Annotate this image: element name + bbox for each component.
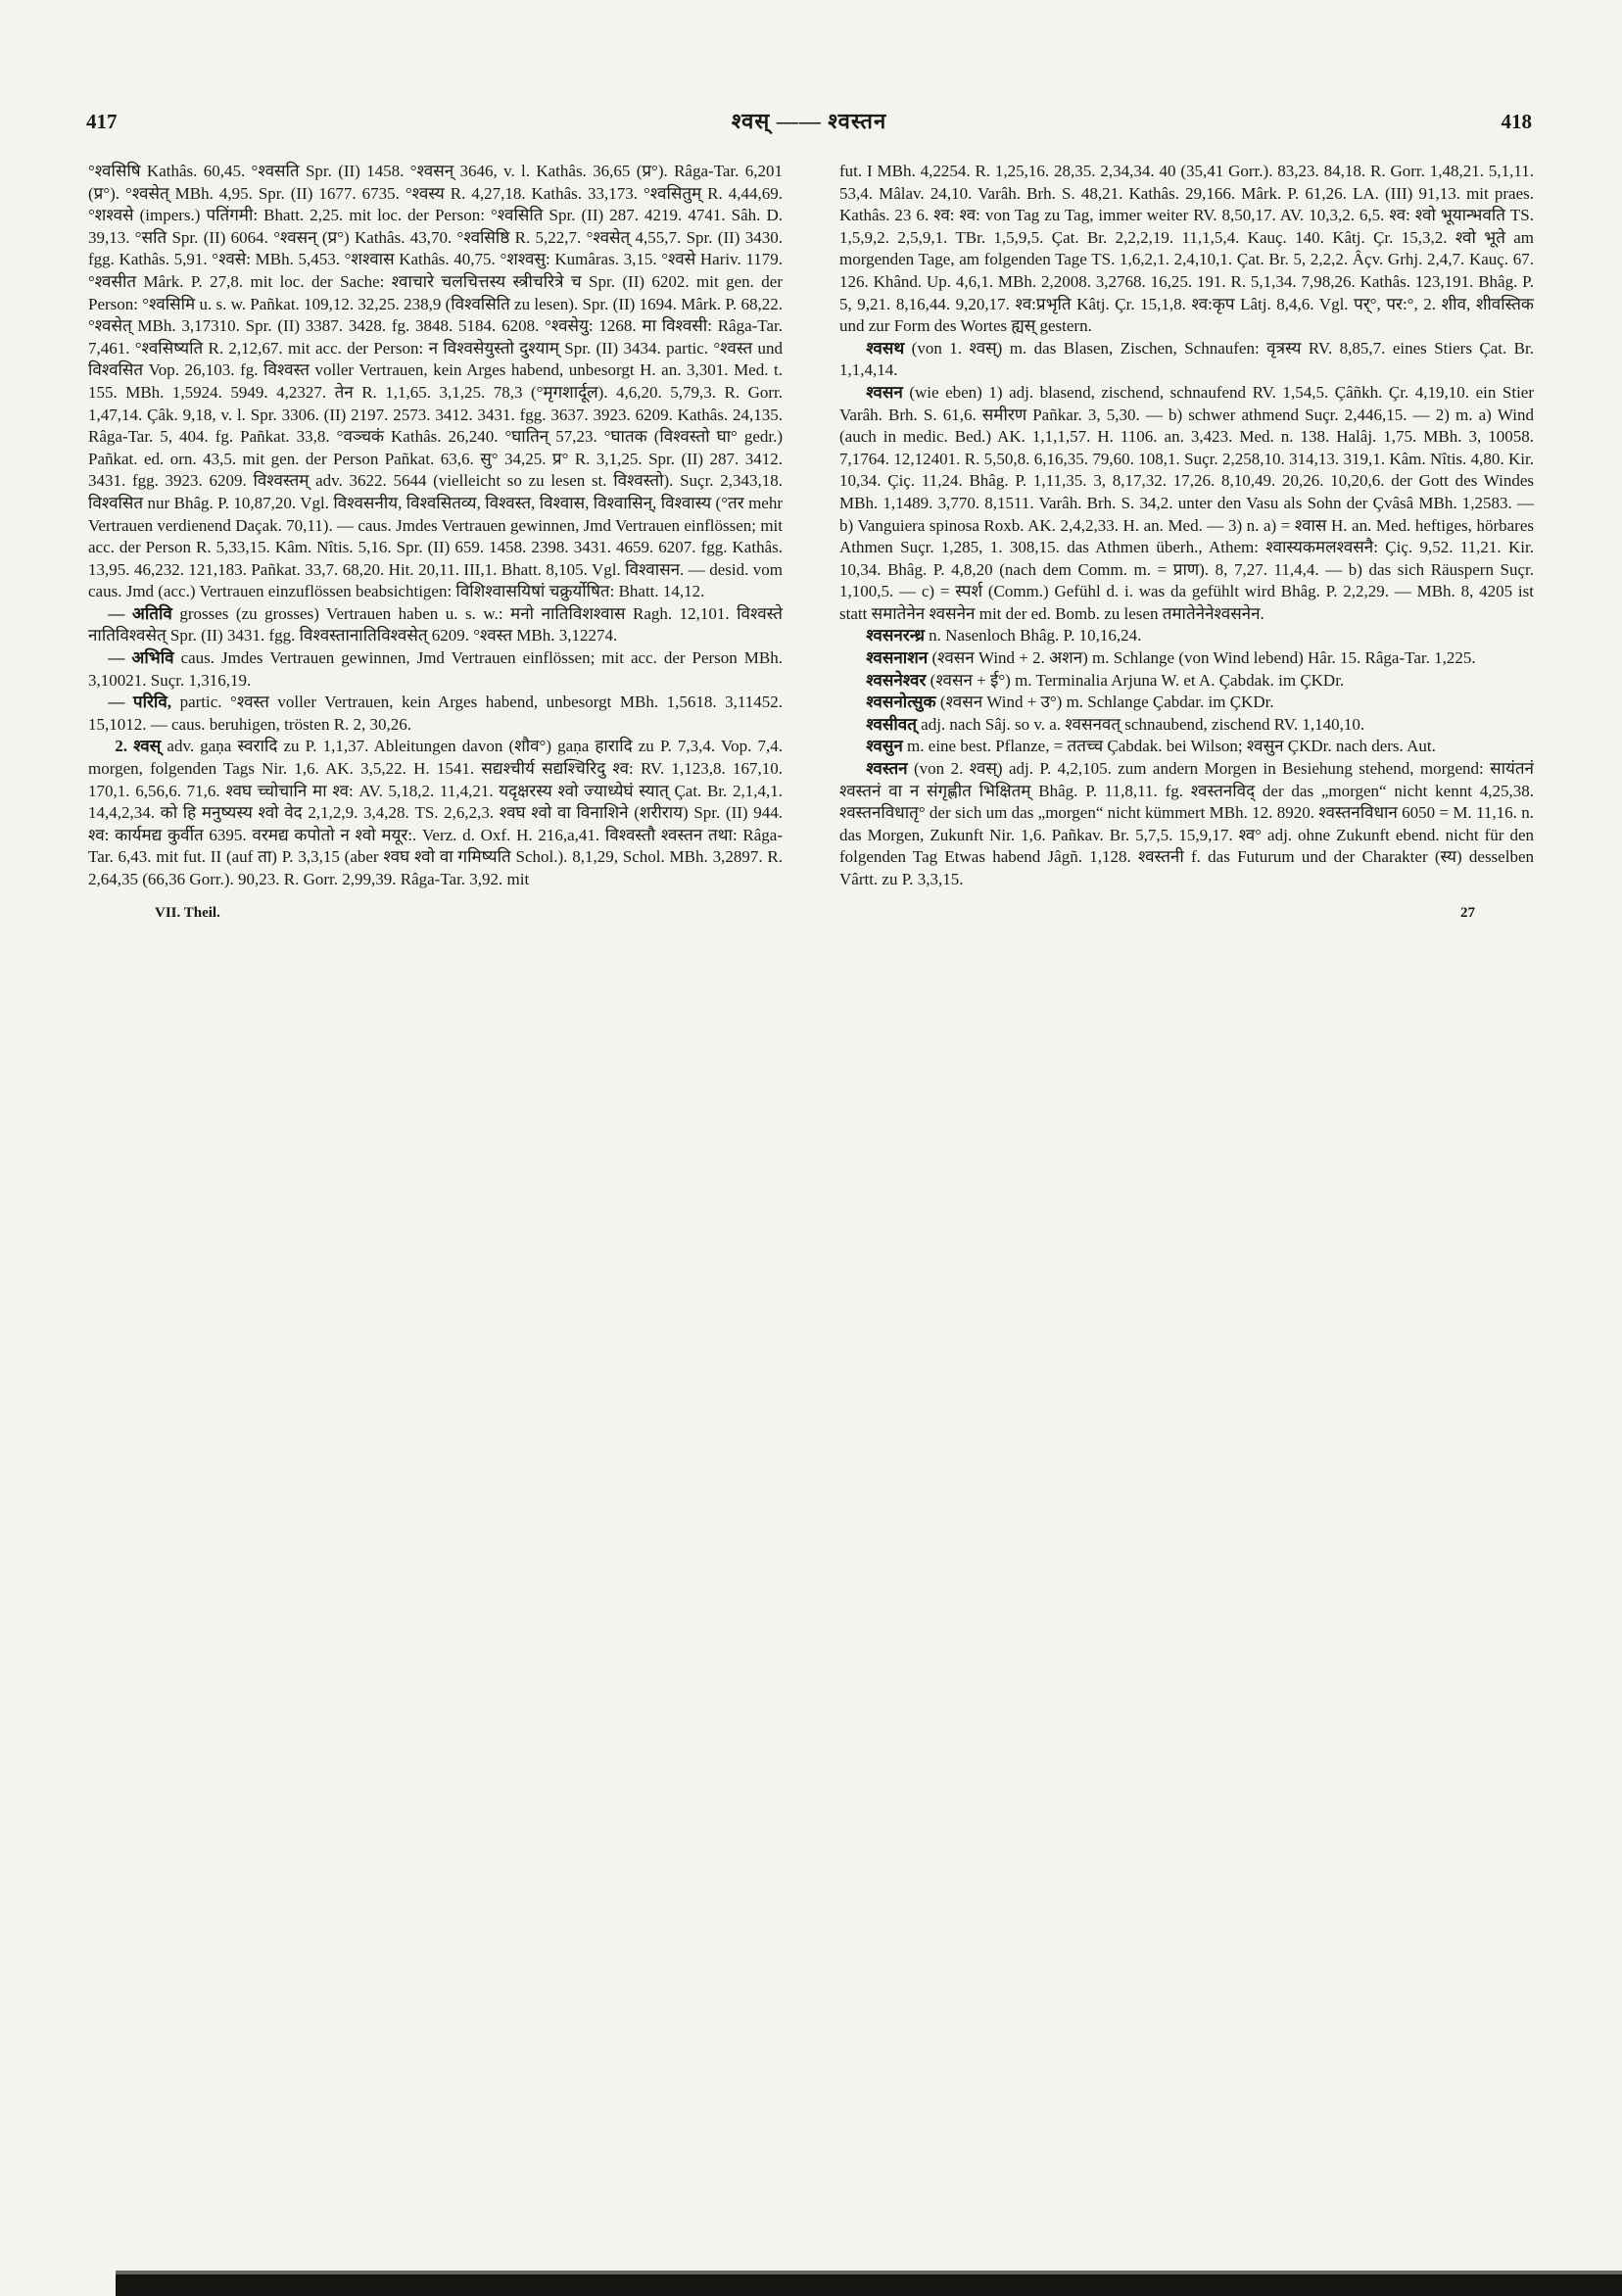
entry-headword: श्वसीवत् — [866, 714, 917, 734]
entry-body: (von 1. श्वस्) m. das Blasen, Zischen, Schnaufen: वृत्रस्य RV. 8,85,7. eines Stiers Çat. Br. 1,1,4,14. — [839, 338, 1534, 380]
entry-headword: श्वस्तन — [866, 759, 908, 779]
dictionary-entry — [839, 338, 1534, 382]
text-columns — [88, 161, 1534, 891]
dictionary-entry — [839, 758, 1534, 891]
sub-entry — [88, 603, 783, 647]
dictionary-entry — [839, 714, 1534, 737]
entry-headword: — परिवि, — [108, 693, 172, 712]
entry-headword: श्वसनरन्ध्र — [866, 626, 925, 646]
entry-body: °श्वसिषि Kathâs. 60,45. °श्वसति Spr. (II) 1458. °श्वसन् 3646, v. l. Kathâs. 36,65 (प्र°). Râga-Tar. 6,201 (प्र°). °श्वसेत् MBh. 4,95. Spr. (II) 1677. 6735. °श्वस्य R. 4,27,18. Kathâs. 33,173. °श्वसितुम् R. 4,44,69. °शश्वसे (impers.) पतिंगमी: Bhatt. 2,25. mit loc. der Person: °श्वसिति Spr. (II) 287. 4219. 4741. Sâh. D. 39,13. °सति Spr. (II) 6064. °श्वसन् (प्र°) Kathâs. 43,70. °श्वसिष्ठि R. 5,22,7. °श्वसेत् 4,55,7. Spr. (II) 3430. fgg. Kathâs. 5,91. °श्वसे: MBh. 5,453. °शश्वास Kathâs. 40,75. °शश्वसु: Kumâras. 3,15. °श्वसे Hariv. 1179. °श्वसीत Mârk. P. 27,8. mit loc. der Sache: श्वाचारे चलचित्तस्य स्त्रीचरित्रे च Spr. (II) 6202. mit gen. der Person: °श्वसिमि u. s. w. Pañkat. 109,12. 32,25. 238,9 (विश्वसिति zu lesen). Spr. (II) 1694. Mârk. P. 68,22. °श्वसेत् MBh. 3,17310. Spr. (II) 3387. 3428. fg. 3848. 5184. 6208. °श्वसेयु: 1268. मा विश्वसी: Râga-Tar. 7,461. °श्वसिष्यति R. 2,12,67. mit acc. der Person: न विश्वसेयुस्तो दुश्याम् Spr. (II) 3434. partic. °श्वस्त und विश्वसित Vop. 26,103. fg. विश्वस्त voller Vertrauen, kein Arges habend, unbesorgt H. an. 3,301. Med. t. 155. MBh. 1,5924. 5949. 4,2327. तेन R. 1,1,65. 3,1,25. 78,3 (°मृगशार्दूल). 4,6,20. 5,79,3. R. Gorr. 1,47,14. Çâk. 9,18, v. l. Spr. 3306. (II) 2197. 2573. 3412. 3431. fgg. 3637. 3923. 6209. Kathâs. 24,135. Râga-Tar. 5, 404. fg. Pañkat. 33,8. °वञ्चकं Kathâs. 26,240. °घातिन् 57,23. °घातक (विश्वस्तो घा° gedr.) Pañkat. ed. orn. 43,5. mit gen. der Person Pañkat. 63,6. सु° 34,25. प्र° R. 3,1,25. Spr. (II) 287. 3412. 3431. fgg. 3923. 6209. विश्वस्तम् adv. 3622. 5644 (vielleicht so zu lesen st. विश्वस्तो). Suçr. 2,343,18. विश्वसित nur Bhâg. P. 10,87,20. Vgl. विश्वसनीय, विश्वसितव्य, विश्वस्त, विश्वास, विश्वासिन्, विश्वास्य (°तर mehr Vertrauen verdienend Daçak. 70,11). — caus. Jmdes Vertrauen gewinnen, Jmd Vertrauen einflössen; mit acc. der Person R. 5,33,15. Kâm. Nîtis. 5,16. Spr. (II) 659. 1458. 2398. 3431. 4659. 6207. fgg. Kathâs. 13,95. 46,232. 121,183. Pañkat. 33,7. 68,20. Hit. 20,11. III,1. Bhatt. 8,105. Vgl. विश्वासन. — desid. vom caus. Jmd (acc.) Vertrauen einzuflössen beabsichtigen: विशिश्वासयिषां चक्रुर्योषित: Bhatt. 14,12. — [88, 162, 783, 601]
page-number-right: 418 — [1501, 110, 1532, 133]
page-footer — [155, 905, 1475, 922]
dictionary-entry — [839, 382, 1534, 626]
entry-headword: श्वसुन — [866, 737, 903, 756]
entry-body: grosses (zu grosses) Vertrauen haben u. s. w.: मनो नातिविशश्वास Ragh. 12,101. विश्वस्ते नातिविश्वसेत् Spr. (II) 3431. fgg. विश्वस्तानातिविश्वसेत् 6209. °श्वस्त MBh. 3,12274. — [88, 603, 783, 646]
entry-headword: श्वसनेश्वर — [866, 670, 927, 690]
entry-headword: — अभिवि — [108, 648, 174, 668]
entry-continuation — [88, 161, 783, 603]
entry-headword: 2. श्वस् — [115, 737, 162, 756]
entry-body: adj. nach Sâj. so v. a. श्वसनवत् schnaubend, zischend RV. 1,140,10. — [916, 714, 1365, 734]
entry-body: (श्वसन + ई°) m. Terminalia Arjuna W. et A. Çabdak. im ÇKDr. — [926, 670, 1345, 690]
dictionary-entry — [839, 736, 1534, 758]
right-column — [839, 161, 1534, 891]
left-column — [88, 161, 783, 891]
entry-body: (श्वसन Wind + 2. अशन) m. Schlange (von Wind lebend) Hâr. 15. Râga-Tar. 1,225. — [928, 648, 1476, 668]
entry-continuation — [839, 161, 1534, 338]
dictionary-entry — [839, 647, 1534, 670]
dictionary-entry — [88, 736, 783, 890]
entry-headword: — अतिवि — [108, 603, 172, 623]
dictionary-entry — [839, 625, 1534, 647]
sheet-number: 27 — [1460, 904, 1475, 921]
entry-body: (wie eben) 1) adj. blasend, zischend, schnaufend RV. 1,54,5. Çâñkh. Çr. 4,19,10. ein Stier Varâh. Brh. S. 61,6. समीरण Pañkar. 3, 5,30. — b) schwer athmend Suçr. 2,446,15. — 2) m. a) Wind (auch in medic. Bed.) AK. 1,1,1,57. H. 1106. an. 3,423. Med. n. 138. Halâj. 1,75. MBh. 3, 10058. 7,1764. 12,12401. R. 5,50,8. 6,16,35. 79,60. 108,1. Suçr. 2,258,10. 314,13. 319,1. Kâm. Nîtis. 4,80. Kir. 10,34. Çiç. 11,24. Bhâg. P. 1,11,35. 3, 8,17,32. 17,26. 8,10,49. 20,26. 10,20,6. der Gott des Windes MBh. 1,1489. 3,770. 8,1511. Varâh. Brh. S. 34,2. unter den Vasu als Sohn der Çvâsâ MBh. 1,2583. — b) Vanguiera spinosa Roxb. AK. 2,4,2,33. H. an. Med. — 3) n. a) = श्वास H. an. Med. heftiges, hörbares Athmen Suçr. 1,285, 1. 308,15. das Athmen überh., Athem: श्वास्यकमलश्वसनै: Çiç. 9,52. 11,21. Kir. 10,34. Bhâg. P. 4,8,20 (nach dem Comm. m. = प्राण). 8, 7,27. 11,4,4. — b) das sich Räuspern Suçr. 1,100,5. — c) = स्पर्श (Comm.) Gefühl d. i. was da gefühlt wird Bhâg. P. 2,2,29. — MBh. 8, 4205 ist statt समातेनेन श्वसनेन mit der ed. Bomb. zu lesen तमातेनेनेश्वसनेन. — [839, 382, 1534, 623]
entry-body: m. eine best. Pflanze, = ततच्च Çabdak. bei Wilson; श्वसुन ÇKDr. nach ders. Aut. — [902, 737, 1436, 756]
entry-body: (श्वसन Wind + उ°) m. Schlange Çabdar. im ÇKDr. — [935, 693, 1274, 712]
entry-body: caus. Jmdes Vertrauen gewinnen, Jmd Vertrauen einflössen; mit acc. der Person MBh. 3,10021. Suçr. 1,316,19. — [88, 648, 783, 690]
entry-body: fut. I MBh. 4,2254. R. 1,25,16. 28,35. 2,34,34. 40 (35,41 Gorr.). 83,23. 84,18. R. Gorr. 1,48,21. 5,1,11. 53,4. Mâlav. 24,10. Varâh. Brh. S. 48,21. Kathâs. 29,166. Mârk. P. 61,26. LA. (III) 91,13. mit praes. Kathâs. 23 6. श्व: श्व: von Tag zu Tag, immer weiter RV. 8,50,17. AV. 10,3,2. 6,5. श्व: श्वो भूयान्भवति TS. 1,5,9,2. 2,5,9,1. TBr. 1,5,9,5. Çat. Br. 2,2,2,19. 11,1,5,4. Kauç. 140. Kâtj. Çr. 15,3,2. श्वो भूते am morgenden Tage, am folgenden Tage TS. 1,6,2,1. 2,4,10,1. Çat. Br. 5, 2,2,2. Âçv. Grhj. 2,4,7. Kauç. 67. 126. Khând. Up. 4,6,1. MBh. 2,2008. 3,2768. 16,25. 191. R. 5,1,34. 7,98,26. Kathâs. 123,191. Bhâg. P. 5, 9,21. 8,16,44. 9,20,17. श्व:प्रभृति Kâtj. Çr. 15,1,8. श्व:कृप Lâtj. 8,4,6. Vgl. पर्°, पर:°, 2. शीव, शीवस्तिक und zur Form des Wortes ह्यस् gestern. — [839, 162, 1534, 336]
volume-label: VII. Theil. — [155, 904, 220, 921]
entry-headword: श्वसनोत्सुक — [866, 693, 936, 712]
entry-body: partic. °श्वस्त voller Vertrauen, kein Arges habend, unbesorgt MBh. 1,5618. 3,11452. 15,1012. — caus. beruhigen, trösten R. 2, 30,26. — [88, 693, 784, 734]
entry-body: adv. gaṇa स्वरादि zu P. 1,1,37. Ableitungen davon (शौव°) gaṇa हारादि zu P. 7,3,4. Vop. 7,4. morgen, folgenden Tags Nir. 1,6. AK. 3,5,22. H. 1541. सद्यश्चीर्य सद्यश्चिरिदु श्व: RV. 1,123,8. 167,10. 170,1. 6,56,6. 71,6. श्वघ च्चोचानि मा श्व: AV. 5,18,2. 11,4,21. यदृक्षरस्य श्वो ज्याध्येघं स्यात् Çat. Br. 2,1,4,1. 14,4,2,34. को हि मनुष्यस्य श्वो वेद 2,1,2,9. 3,4,28. TS. 2,6,2,3. श्वघ श्वो वा विनाशिने (शरीराय) Spr. (II) 944. श्व: कार्यमद्य कुर्वीत 6395. वरमद्य कपोतो न श्वो मयूर:. Verz. d. Oxf. H. 216,a,41. विश्वस्तौ श्वस्तन तथा: Râga-Tar. 6,43. mit fut. II (auf ता) P. 3,3,15 (aber श्वघ श्वो वा गमिष्यति Schol.). 8,1,29, Schol. MBh. 3,2897. R. 2,64,35 (66,36 Gorr.). 90,23. R. Gorr. 2,99,39. Râga-Tar. 3,92. mit — [88, 737, 783, 888]
entry-headword: श्वसन — [866, 382, 903, 402]
dictionary-entry — [839, 692, 1534, 714]
entry-body: n. Nasenloch Bhâg. P. 10,16,24. — [924, 626, 1142, 646]
dictionary-entry — [839, 670, 1534, 693]
entry-body: (von 2. श्वस्) adj. P. 4,2,105. zum andern Morgen in Besiehung stehend, morgend: सायंतनं श्वस्तनं वा न संगृह्णीत भिक्षितम् Bhâg. P. 11,8,11. fg. श्वस्तनविद् der das „morgen“ nicht kennt 4,25,38. श्वस्तनविधातृ° der sich um das „morgen“ nicht kümmert MBh. 12. 8920. श्वस्तनविधान 6050 = M. 11,16. n. das Morgen, Zukunft Nir. 1,6. Pañkav. Br. 5,7,5. 15,9,17. श्व° adj. ohne Zukunft ebend. nicht für den folgenden Tag Etwas habend Jâgñ. 1,128. श्वस्तनी f. das Futurum und der Charakter (स्य) desselben Vârtt. zu P. 3,3,15. — [839, 759, 1534, 888]
sub-entry — [88, 692, 783, 736]
page-number-left: 417 — [86, 110, 118, 133]
running-head — [86, 106, 1532, 135]
entry-headword: श्वसथ — [866, 338, 905, 358]
entry-headword: श्वसनाशन — [866, 648, 929, 668]
scan-edge-bar — [116, 2274, 1622, 2296]
sub-entry — [88, 647, 783, 692]
running-head-title: श्वस् —— श्वस्तन — [731, 109, 887, 133]
